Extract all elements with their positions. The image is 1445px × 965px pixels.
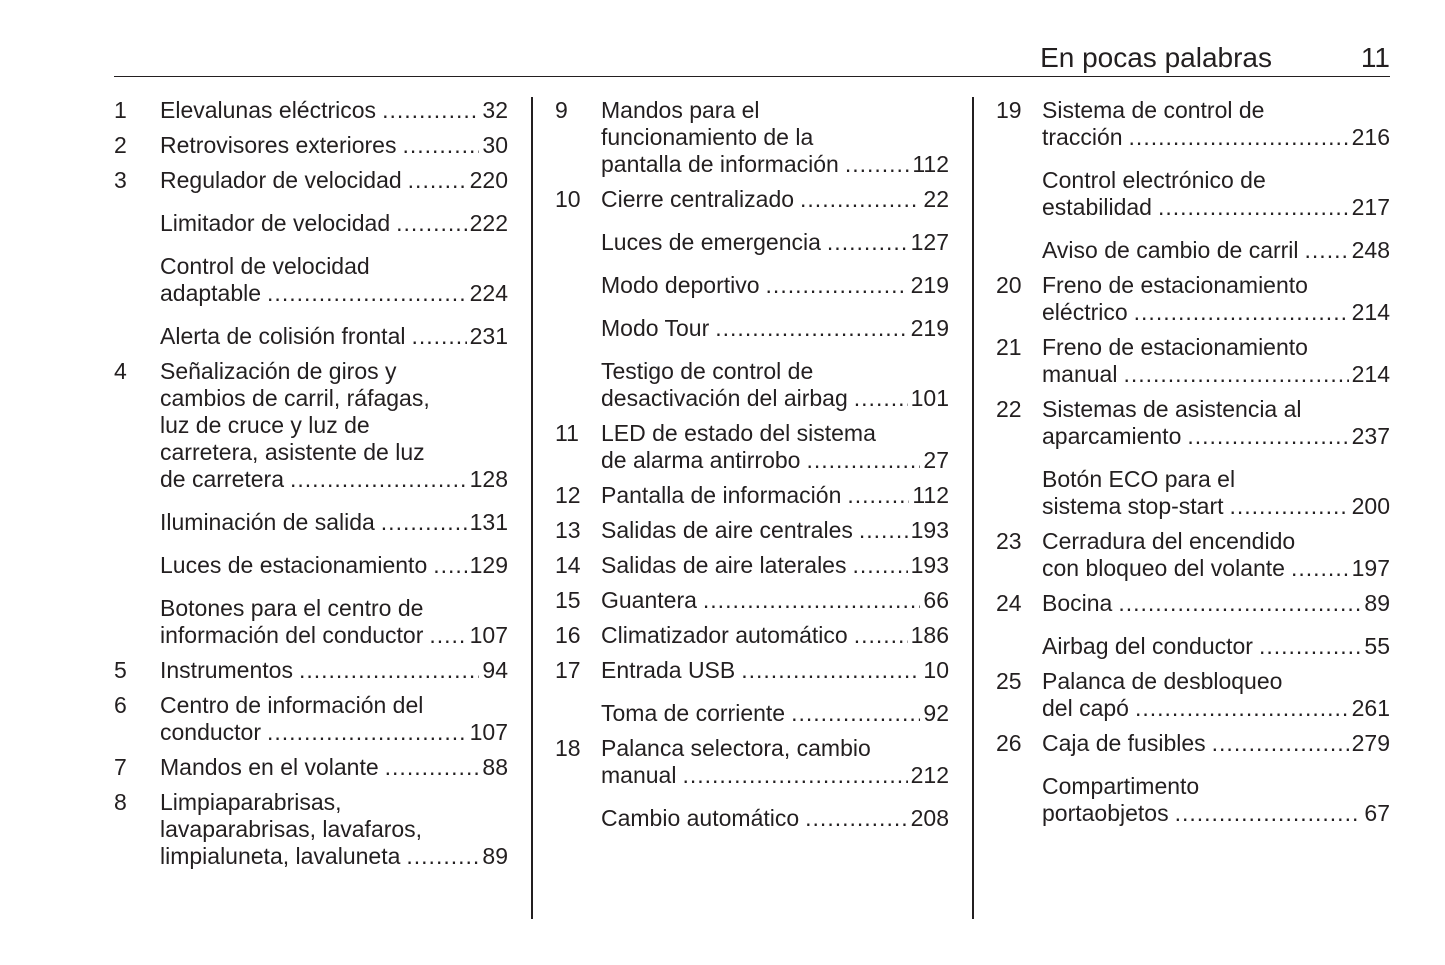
page-reference: 197 bbox=[1351, 555, 1390, 581]
item-number: 3 bbox=[114, 167, 127, 193]
dot-leader bbox=[408, 167, 467, 194]
index-entry bbox=[555, 358, 949, 412]
index-entry bbox=[996, 668, 1390, 722]
entry-text-line: Toma de corriente bbox=[601, 700, 786, 726]
entry-text-line: Pantalla de información bbox=[601, 482, 842, 508]
index-entry bbox=[555, 657, 949, 684]
page-reference: 219 bbox=[910, 272, 949, 298]
dot-leader bbox=[859, 517, 908, 544]
item-number: 11 bbox=[555, 420, 579, 446]
index-entry bbox=[996, 167, 1390, 221]
entry-text-line: Mandos en el volante bbox=[160, 754, 379, 780]
entry-text-line: Regulador de velocidad bbox=[160, 167, 402, 193]
page-reference: 214 bbox=[1351, 361, 1390, 387]
entry-text-line: del capó bbox=[1042, 695, 1129, 721]
page-reference: 193 bbox=[910, 517, 949, 543]
dot-leader bbox=[741, 657, 920, 684]
page-reference: 92 bbox=[923, 700, 949, 726]
dot-leader bbox=[402, 132, 479, 159]
index-entry bbox=[555, 229, 949, 256]
dot-leader bbox=[1259, 633, 1361, 660]
entry-text-line: portaobjetos bbox=[1042, 800, 1169, 826]
entry-text-line: Palanca selectora, cambio bbox=[601, 735, 871, 761]
item-number: 24 bbox=[996, 590, 1022, 616]
index-column-2 bbox=[555, 97, 949, 832]
entry-text-line: con bloqueo del volante bbox=[1042, 555, 1285, 581]
index-entry bbox=[114, 754, 508, 781]
page-reference: 131 bbox=[469, 509, 508, 535]
entry-text-line: pantalla de información bbox=[601, 151, 839, 177]
entry-text-line: manual bbox=[601, 762, 677, 788]
dot-leader bbox=[396, 210, 466, 237]
entry-text-line: Luces de estacionamiento bbox=[160, 552, 428, 578]
entry-text-line: aparcamiento bbox=[1042, 423, 1182, 449]
item-number: 12 bbox=[555, 482, 581, 508]
page-reference: 127 bbox=[910, 229, 949, 255]
entry-text-line: Control de velocidad bbox=[160, 253, 370, 279]
dot-leader bbox=[805, 805, 907, 832]
entry-text-line: funcionamiento de la bbox=[601, 124, 814, 150]
entry-text-line: desactivación del airbag bbox=[601, 385, 848, 411]
entry-text-line: Limitador de velocidad bbox=[160, 210, 391, 236]
page-reference: 101 bbox=[910, 385, 949, 411]
item-number: 5 bbox=[114, 657, 127, 683]
index-entry bbox=[114, 210, 508, 237]
index-entry bbox=[114, 509, 508, 536]
entry-text-line: Climatizador automático bbox=[601, 622, 848, 648]
entry-text-line: Caja de fusibles bbox=[1042, 730, 1206, 756]
entry-text-line: Modo deportivo bbox=[601, 272, 760, 298]
dot-leader bbox=[806, 447, 920, 474]
page-reference: 217 bbox=[1351, 194, 1390, 220]
index-entry bbox=[114, 167, 508, 194]
entry-text-line: Palanca de desbloqueo bbox=[1042, 668, 1283, 694]
page-reference: 27 bbox=[923, 447, 949, 473]
page-reference: 107 bbox=[469, 622, 508, 648]
dot-leader bbox=[703, 587, 921, 614]
column-divider bbox=[531, 97, 533, 919]
column-divider bbox=[972, 97, 974, 919]
index-entry bbox=[114, 97, 508, 124]
entry-text-line: información del conductor bbox=[160, 622, 424, 648]
index-entry bbox=[555, 700, 949, 727]
entry-text-line: Airbag del conductor bbox=[1042, 633, 1253, 659]
page-reference: 112 bbox=[912, 482, 949, 508]
dot-leader bbox=[800, 186, 920, 213]
item-number: 26 bbox=[996, 730, 1022, 756]
item-number: 23 bbox=[996, 528, 1022, 554]
entry-text-line: carretera, asistente de luz bbox=[160, 439, 425, 465]
dot-leader bbox=[299, 657, 479, 684]
item-number: 25 bbox=[996, 668, 1022, 694]
dot-leader bbox=[766, 272, 908, 299]
index-entry bbox=[555, 186, 949, 213]
entry-text-line: Botones para el centro de bbox=[160, 595, 424, 621]
dot-leader bbox=[1305, 237, 1349, 264]
entry-text-line: Bocina bbox=[1042, 590, 1113, 616]
index-entry bbox=[996, 97, 1390, 151]
entry-text-line: Testigo de control de bbox=[601, 358, 814, 384]
index-entry bbox=[555, 315, 949, 342]
dot-leader bbox=[1291, 555, 1349, 582]
entry-text-line: Mandos para el bbox=[601, 97, 760, 123]
page-reference: 212 bbox=[910, 762, 949, 788]
page-reference: 237 bbox=[1351, 423, 1390, 449]
entry-text-line: Sistema de control de bbox=[1042, 97, 1265, 123]
entry-text-line: Luces de emergencia bbox=[601, 229, 821, 255]
index-entry bbox=[996, 396, 1390, 450]
dot-leader bbox=[845, 151, 910, 178]
page-reference: 128 bbox=[469, 466, 508, 492]
dot-leader bbox=[715, 315, 907, 342]
item-number: 15 bbox=[555, 587, 581, 613]
page-reference: 200 bbox=[1351, 493, 1390, 519]
dot-leader bbox=[1230, 493, 1349, 520]
page-number: 11 bbox=[1360, 42, 1390, 73]
index-entry bbox=[996, 528, 1390, 582]
item-number: 20 bbox=[996, 272, 1022, 298]
entry-text-line: Cierre centralizado bbox=[601, 186, 795, 212]
dot-leader bbox=[1118, 590, 1361, 617]
index-entry bbox=[996, 237, 1390, 264]
index-column-3 bbox=[996, 97, 1390, 827]
page-reference: 261 bbox=[1351, 695, 1390, 721]
page-reference: 279 bbox=[1351, 730, 1390, 756]
index-entry bbox=[996, 334, 1390, 388]
page-reference: 231 bbox=[469, 323, 508, 349]
item-number: 1 bbox=[114, 97, 127, 123]
entry-text-line: Compartimento bbox=[1042, 773, 1200, 799]
item-number: 2 bbox=[114, 132, 127, 158]
entry-text-line: Salidas de aire laterales bbox=[601, 552, 847, 578]
item-number: 21 bbox=[996, 334, 1022, 360]
entry-text-line: tracción bbox=[1042, 124, 1123, 150]
entry-text-line: Freno de estacionamiento bbox=[1042, 272, 1308, 298]
page-reference: 94 bbox=[482, 657, 508, 683]
page-reference: 89 bbox=[1364, 590, 1390, 616]
index-entry bbox=[996, 633, 1390, 660]
index-entry bbox=[114, 253, 508, 307]
entry-text-line: sistema stop-start bbox=[1042, 493, 1224, 519]
entry-text-line: lavaparabrisas, lavafaros, bbox=[160, 816, 423, 842]
page-header bbox=[114, 38, 1390, 77]
index-entry bbox=[555, 272, 949, 299]
index-entry bbox=[996, 272, 1390, 326]
entry-text-line: Sistemas de asistencia al bbox=[1042, 396, 1302, 422]
page-reference: 216 bbox=[1351, 124, 1390, 150]
page-reference: 67 bbox=[1364, 800, 1390, 826]
index-entry bbox=[555, 622, 949, 649]
page-reference: 224 bbox=[469, 280, 508, 306]
dot-leader bbox=[1135, 695, 1349, 722]
index-entry bbox=[996, 590, 1390, 617]
index-entry bbox=[555, 735, 949, 789]
index-entry bbox=[114, 323, 508, 350]
entry-text-line: Alerta de colisión frontal bbox=[160, 323, 406, 349]
index-entry bbox=[996, 773, 1390, 827]
dot-leader bbox=[854, 385, 908, 412]
index-entry bbox=[114, 358, 508, 493]
index-entry bbox=[555, 517, 949, 544]
entry-text-line: Botón ECO para el bbox=[1042, 466, 1236, 492]
dot-leader bbox=[1129, 124, 1349, 151]
entry-text-line: Salidas de aire centrales bbox=[601, 517, 853, 543]
index-entry bbox=[996, 466, 1390, 520]
entry-text-line: Guantera bbox=[601, 587, 697, 613]
dot-leader bbox=[290, 466, 467, 493]
page-reference: 214 bbox=[1351, 299, 1390, 325]
entry-text-line: estabilidad bbox=[1042, 194, 1152, 220]
entry-text-line: Retrovisores exteriores bbox=[160, 132, 397, 158]
page-reference: 219 bbox=[910, 315, 949, 341]
entry-text-line: eléctrico bbox=[1042, 299, 1128, 325]
index-entry bbox=[114, 132, 508, 159]
entry-text-line: conductor bbox=[160, 719, 262, 745]
item-number: 19 bbox=[996, 97, 1022, 123]
item-number: 9 bbox=[555, 97, 568, 123]
dot-leader bbox=[267, 280, 467, 307]
item-number: 7 bbox=[114, 754, 127, 780]
entry-text-line: de alarma antirrobo bbox=[601, 447, 801, 473]
item-number: 13 bbox=[555, 517, 581, 543]
item-number: 10 bbox=[555, 186, 581, 212]
entry-text-line: Iluminación de salida bbox=[160, 509, 375, 535]
entry-text-line: adaptable bbox=[160, 280, 262, 306]
item-number: 16 bbox=[555, 622, 581, 648]
dot-leader bbox=[1134, 299, 1349, 326]
entry-text-line: cambios de carril, ráfagas, bbox=[160, 385, 430, 411]
dot-leader bbox=[1212, 730, 1349, 757]
entry-text-line: Limpiaparabrisas, bbox=[160, 789, 342, 815]
entry-text-line: Entrada USB bbox=[601, 657, 736, 683]
index-entry bbox=[114, 789, 508, 870]
entry-text-line: Aviso de cambio de carril bbox=[1042, 237, 1299, 263]
page-reference: 112 bbox=[912, 151, 949, 177]
dot-leader bbox=[854, 622, 908, 649]
item-number: 4 bbox=[114, 358, 127, 384]
dot-leader bbox=[381, 509, 467, 536]
entry-text-line: Señalización de giros y bbox=[160, 358, 397, 384]
index-entry bbox=[555, 97, 949, 178]
item-number: 6 bbox=[114, 692, 127, 718]
page-reference: 66 bbox=[923, 587, 949, 613]
dot-leader bbox=[429, 622, 466, 649]
dot-leader bbox=[1187, 423, 1348, 450]
dot-leader bbox=[385, 754, 480, 781]
item-number: 8 bbox=[114, 789, 127, 815]
index-entry bbox=[114, 595, 508, 649]
entry-text-line: luz de cruce y luz de bbox=[160, 412, 370, 438]
page-reference: 107 bbox=[469, 719, 508, 745]
dot-leader bbox=[852, 552, 907, 579]
index-column-1 bbox=[114, 97, 508, 870]
item-number: 22 bbox=[996, 396, 1022, 422]
dot-leader bbox=[682, 762, 907, 789]
page-reference: 10 bbox=[923, 657, 949, 683]
entry-text-line: manual bbox=[1042, 361, 1118, 387]
index-entry bbox=[996, 730, 1390, 757]
page-reference: 32 bbox=[482, 97, 508, 123]
index-entry bbox=[555, 482, 949, 509]
item-number: 17 bbox=[555, 657, 581, 683]
item-number: 18 bbox=[555, 735, 581, 761]
index-entry bbox=[114, 552, 508, 579]
page-reference: 248 bbox=[1351, 237, 1390, 263]
dot-leader bbox=[382, 97, 479, 124]
entry-text-line: de carretera bbox=[160, 466, 285, 492]
page-reference: 88 bbox=[482, 754, 508, 780]
entry-text-line: Centro de información del bbox=[160, 692, 424, 718]
dot-leader bbox=[827, 229, 908, 256]
entry-text-line: Instrumentos bbox=[160, 657, 293, 683]
entry-text-line: Cambio automático bbox=[601, 805, 800, 831]
page-reference: 193 bbox=[910, 552, 949, 578]
page-reference: 186 bbox=[910, 622, 949, 648]
index-entry bbox=[555, 587, 949, 614]
entry-text-line: Cerradura del encendido bbox=[1042, 528, 1296, 554]
item-number: 14 bbox=[555, 552, 581, 578]
page-reference: 55 bbox=[1364, 633, 1390, 659]
index-entry bbox=[555, 552, 949, 579]
entry-text-line: Elevalunas eléctricos bbox=[160, 97, 377, 123]
page-reference: 22 bbox=[923, 186, 949, 212]
dot-leader bbox=[406, 843, 479, 870]
page-reference: 208 bbox=[910, 805, 949, 831]
entry-text-line: LED de estado del sistema bbox=[601, 420, 876, 446]
dot-leader bbox=[1175, 800, 1362, 827]
dot-leader bbox=[791, 700, 920, 727]
dot-leader bbox=[847, 482, 909, 509]
index-entry bbox=[555, 420, 949, 474]
entry-text-line: Control electrónico de bbox=[1042, 167, 1266, 193]
entry-text-line: Freno de estacionamiento bbox=[1042, 334, 1308, 360]
dot-leader bbox=[1123, 361, 1348, 388]
entry-text-line: limpialuneta, lavaluneta bbox=[160, 843, 401, 869]
page-reference: 129 bbox=[469, 552, 508, 578]
page-reference: 222 bbox=[469, 210, 508, 236]
index-entry bbox=[114, 657, 508, 684]
section-title: En pocas palabras bbox=[1040, 42, 1272, 73]
page-reference: 30 bbox=[482, 132, 508, 158]
entry-text-line: Modo Tour bbox=[601, 315, 710, 341]
index-entry bbox=[555, 805, 949, 832]
dot-leader bbox=[267, 719, 467, 746]
page-reference: 220 bbox=[469, 167, 508, 193]
index-entry bbox=[114, 692, 508, 746]
dot-leader bbox=[411, 323, 466, 350]
dot-leader bbox=[1158, 194, 1349, 221]
page-reference: 89 bbox=[482, 843, 508, 869]
dot-leader bbox=[433, 552, 466, 579]
